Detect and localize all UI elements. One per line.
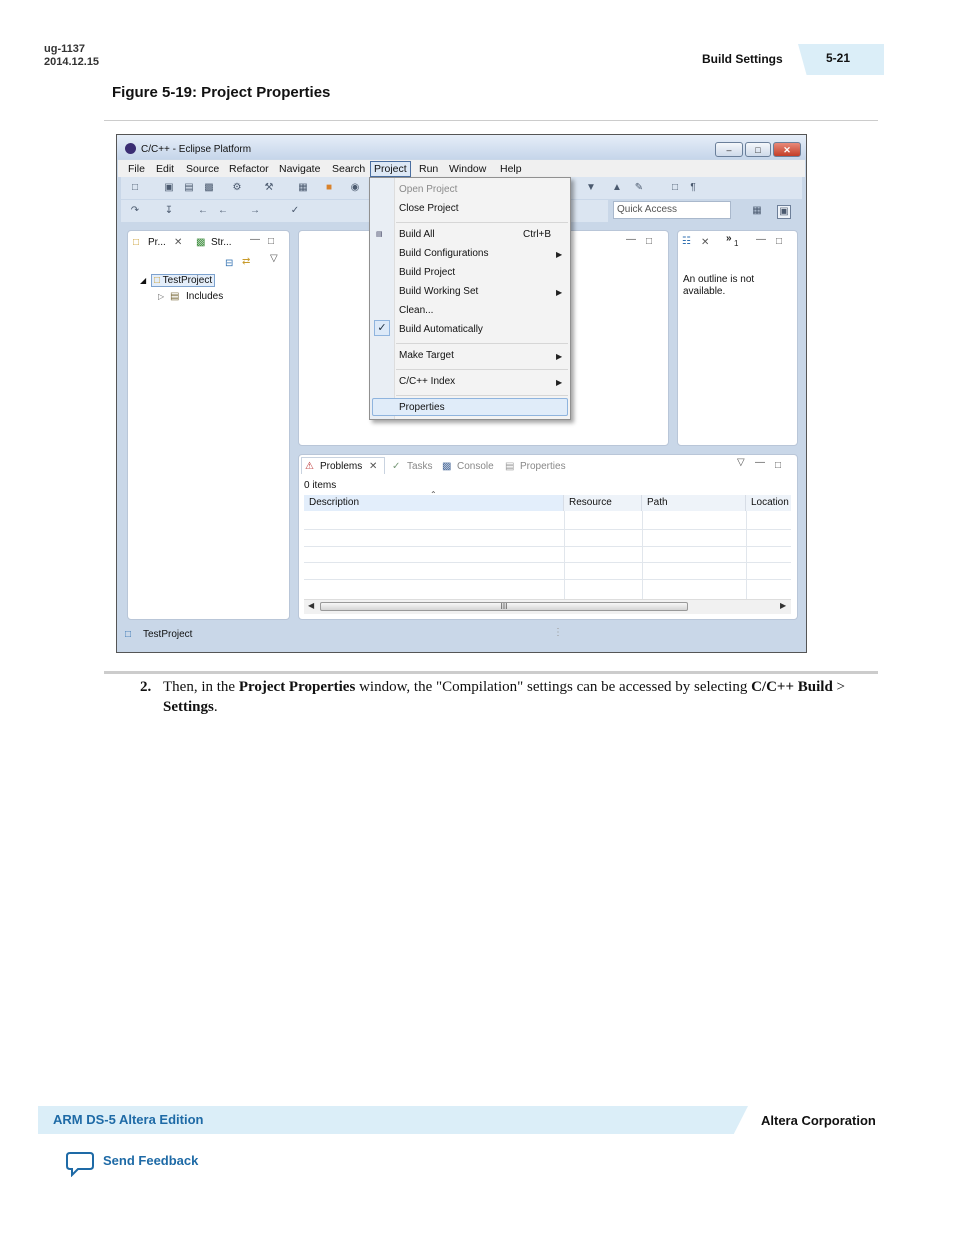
console-icon: ▩ [442, 461, 452, 472]
next-edit-icon[interactable]: ↷ [130, 205, 140, 216]
problems-view-menu-icon[interactable]: ▽ [737, 457, 745, 468]
tasks-icon: ✓ [392, 461, 401, 472]
tab-properties[interactable]: Properties [520, 461, 566, 472]
divider-top [104, 120, 878, 121]
print-icon[interactable]: ▩ [204, 182, 214, 193]
eclipse-window [116, 134, 807, 653]
problems-table [304, 490, 791, 612]
menu-search[interactable]: Search [332, 163, 366, 175]
menu-item-build-project[interactable]: Build Project [399, 267, 456, 278]
project-menu-dropdown [369, 177, 571, 420]
footer-product[interactable]: ARM DS-5 Altera Edition [53, 1112, 204, 1127]
project-folder-icon: □ [154, 275, 161, 286]
text-run: > [832, 679, 845, 695]
items-count: 0 items [304, 480, 337, 491]
menu-window[interactable]: Window [449, 163, 487, 175]
ui-term: C/C++ Build [751, 679, 833, 695]
binary-icon[interactable]: ▦ [298, 182, 308, 193]
submenu-arrow-icon: ▶ [556, 250, 563, 259]
problems-minimize-icon[interactable]: — [755, 457, 765, 468]
col-description[interactable]: Description [304, 495, 564, 511]
close-icon[interactable]: ✕ [773, 142, 801, 157]
more-views-icon[interactable]: » [726, 233, 732, 244]
submenu-arrow-icon: ▶ [556, 378, 563, 387]
menu-item-build-configurations[interactable]: Build Configurations [399, 248, 489, 259]
pilcrow-icon[interactable]: ¶ [690, 182, 696, 193]
quick-access-input[interactable]: Quick Access [613, 201, 731, 219]
menu-file[interactable]: File [128, 163, 145, 175]
open-folder-icon[interactable]: ▲ [612, 182, 622, 193]
annotation-icon[interactable]: ↧ [164, 205, 174, 216]
pen-icon[interactable]: ✎ [634, 182, 644, 193]
hammer-icon[interactable]: ⚒ [264, 182, 274, 193]
menu-item-properties[interactable]: Properties [399, 402, 445, 413]
menu-bar [118, 160, 805, 177]
includes-icon: ▤ [170, 291, 180, 302]
menu-edit[interactable]: Edit [156, 163, 175, 175]
project-node[interactable] [151, 274, 215, 287]
menu-separator [396, 222, 568, 223]
footer-company: Altera Corporation [761, 1113, 876, 1128]
menu-separator [396, 395, 568, 396]
save-icon[interactable]: ▣ [164, 182, 174, 193]
menu-item-build-all[interactable]: Build All [399, 229, 435, 240]
tab-project-explorer[interactable]: Pr... [148, 237, 166, 248]
menu-item-make-target[interactable]: Make Target [399, 350, 454, 361]
scroll-thumb[interactable]: III [320, 602, 688, 611]
menu-item-open-project[interactable]: Open Project [399, 184, 458, 195]
cpp-perspective-icon[interactable]: ▣ [777, 205, 791, 219]
table-col-divider [746, 511, 747, 601]
table-row [304, 529, 791, 530]
menu-item-cpp-index[interactable]: C/C++ Index [399, 376, 456, 387]
pin-icon[interactable]: ✓ [290, 205, 300, 216]
section-name: Build Settings [702, 52, 783, 66]
properties-icon: ▤ [505, 461, 515, 472]
scroll-left-icon[interactable]: ◀ [308, 601, 315, 610]
minimize-icon[interactable]: – [715, 142, 743, 157]
outline-minimize-icon[interactable]: — [756, 234, 766, 245]
menu-navigate[interactable]: Navigate [279, 163, 321, 175]
more-views-count: 1 [734, 239, 739, 248]
checkmark-icon: ✓ [374, 320, 390, 336]
col-resource[interactable]: Resource [564, 495, 642, 511]
open-perspective-icon[interactable]: ▦ [752, 205, 762, 216]
tab-close-icon[interactable]: ✕ [174, 237, 183, 248]
menu-project[interactable]: Project [370, 161, 411, 177]
collapse-all-icon[interactable]: ⊟ [225, 258, 234, 269]
link-editor-icon[interactable]: ⇄ [242, 256, 251, 267]
page-number: 5-21 [826, 51, 851, 65]
menu-gutter [370, 178, 395, 419]
ui-term: Settings [163, 699, 214, 715]
doc-id: ug-1137 [44, 43, 85, 55]
chart-icon: ▩ [196, 237, 206, 248]
maximize-view-icon[interactable]: □ [268, 236, 275, 247]
doc-date: 2014.12.15 [44, 56, 100, 68]
outline-close-icon[interactable]: ✕ [701, 237, 710, 248]
tab-structure[interactable]: Str... [211, 237, 232, 248]
build-all-shortcut: Ctrl+B [523, 229, 552, 240]
tab-tasks[interactable]: Tasks [407, 461, 433, 472]
status-separator: ⋮ [553, 627, 563, 638]
send-feedback-link[interactable]: Send Feedback [103, 1153, 199, 1168]
horizontal-scrollbar[interactable] [304, 599, 791, 614]
expand-arrow-icon[interactable]: ◢ [140, 276, 147, 285]
problems-maximize-icon[interactable]: □ [775, 460, 782, 471]
menu-run[interactable]: Run [419, 163, 439, 175]
text-run: window, the "Compilation" settings can be accessed by selecting [355, 679, 752, 695]
debug-icon[interactable]: ◉ [350, 182, 360, 193]
doc-id-block [44, 43, 99, 69]
includes-node[interactable]: Includes [186, 291, 224, 302]
rss-icon[interactable]: ■ [325, 182, 333, 193]
status-text: TestProject [143, 629, 193, 640]
ui-term: Project Properties [238, 679, 356, 695]
speech-bubble-icon[interactable] [66, 1151, 94, 1177]
prev-annotation-icon[interactable]: □ [671, 182, 679, 193]
forward-icon[interactable]: → [250, 205, 260, 216]
text-run: Then, in the [163, 679, 239, 695]
outline-panel [677, 230, 798, 446]
save-all-icon[interactable]: ▤ [184, 182, 194, 193]
menu-source[interactable]: Source [186, 163, 220, 175]
menu-separator [396, 343, 568, 344]
editor-maximize-icon[interactable]: □ [646, 236, 653, 247]
table-col-divider [564, 511, 565, 601]
new-icon[interactable]: □ [131, 182, 139, 193]
view-menu-icon[interactable]: ▽ [270, 253, 278, 264]
menu-item-clean[interactable]: Clean... [399, 305, 434, 316]
outline-message: An outline is not available. [683, 274, 755, 297]
menu-help[interactable]: Help [500, 163, 522, 175]
table-row [304, 579, 791, 580]
build-all-icon: ▤ [376, 231, 383, 238]
step-text [163, 677, 879, 717]
submenu-arrow-icon: ▶ [556, 288, 563, 297]
problems-close-icon[interactable]: ✕ [369, 461, 378, 472]
build-icon[interactable]: ⚙ [232, 182, 242, 193]
col-path[interactable]: Path [642, 495, 746, 511]
menu-item-build-working-set[interactable]: Build Working Set [399, 286, 479, 297]
problems-icon: ⚠ [305, 461, 314, 472]
figure-title: Figure 5-19: Project Properties [112, 84, 331, 101]
outline-maximize-icon[interactable]: □ [776, 236, 783, 247]
submenu-arrow-icon: ▶ [556, 352, 563, 361]
scroll-right-icon[interactable]: ▶ [780, 601, 787, 610]
tab-problems[interactable]: Problems [320, 461, 363, 472]
outline-icon: ☷ [682, 236, 691, 247]
table-row [304, 562, 791, 563]
divider-bottom [104, 671, 878, 674]
menu-item-build-automatically[interactable]: Build Automatically [399, 324, 483, 335]
menu-separator [396, 369, 568, 370]
sort-ascending-icon: ⌃ [430, 490, 437, 499]
back-icon[interactable]: ← [198, 205, 208, 216]
table-row [304, 546, 791, 547]
menu-refactor[interactable]: Refactor [229, 163, 269, 175]
collapse-arrow-icon[interactable]: ▷ [158, 292, 165, 301]
status-project-icon: □ [125, 629, 132, 640]
step-number: 2. [140, 679, 152, 695]
eclipse-logo-icon [125, 143, 136, 154]
back-dropdown-icon[interactable]: ← [218, 205, 228, 216]
filter-icon[interactable]: ▼ [586, 182, 596, 193]
folder-icon: □ [133, 237, 140, 248]
minimize-view-icon[interactable]: — [250, 234, 260, 245]
tab-console[interactable]: Console [457, 461, 494, 472]
table-col-divider [642, 511, 643, 601]
window-title: C/C++ - Eclipse Platform [141, 144, 252, 155]
editor-minimize-icon[interactable]: — [626, 234, 636, 245]
col-location[interactable]: Location [746, 495, 791, 511]
project-explorer-panel [127, 230, 290, 620]
maximize-icon[interactable]: □ [745, 142, 771, 157]
text-run: . [213, 699, 218, 715]
project-name: TestProject [162, 275, 213, 286]
menu-item-close-project[interactable]: Close Project [399, 203, 459, 214]
